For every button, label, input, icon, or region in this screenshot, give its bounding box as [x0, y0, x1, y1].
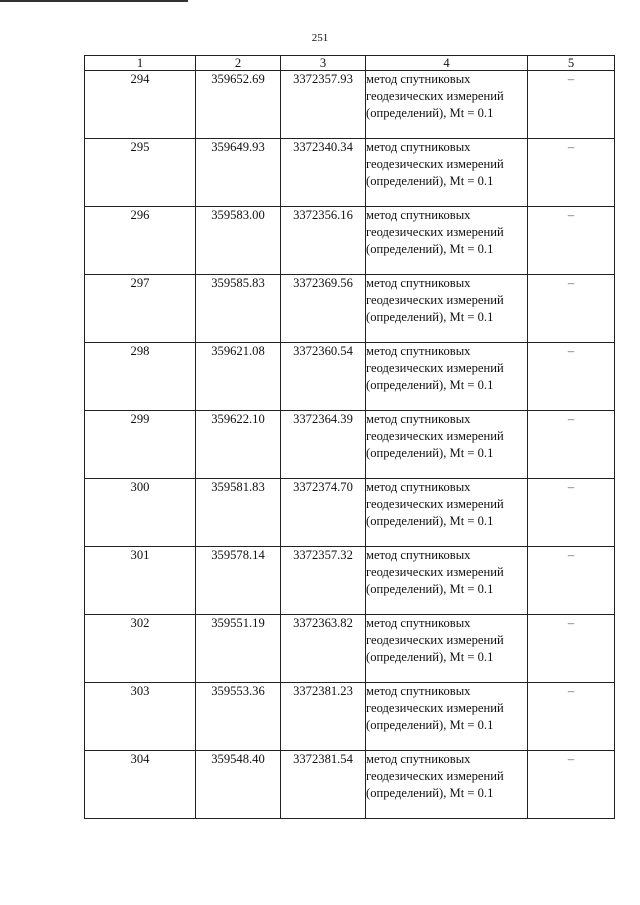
- y-coordinate: 3372364.39: [281, 411, 366, 479]
- note-dash: –: [528, 207, 615, 275]
- note-dash: –: [528, 139, 615, 207]
- table-row: [85, 275, 615, 343]
- note-dash: –: [528, 411, 615, 479]
- x-coordinate: 359649.93: [196, 139, 281, 207]
- header-col-4: 4: [366, 56, 528, 71]
- point-number: 301: [85, 547, 196, 615]
- x-coordinate: 359553.36: [196, 683, 281, 751]
- point-number: 300: [85, 479, 196, 547]
- point-number: 294: [85, 71, 196, 139]
- coordinates-table: [84, 55, 615, 819]
- measurement-method: метод спутниковых геодезических измерений (определений), Mt = 0.1: [366, 139, 528, 207]
- y-coordinate: 3372369.56: [281, 275, 366, 343]
- note-dash: –: [528, 343, 615, 411]
- x-coordinate: 359578.14: [196, 547, 281, 615]
- table-row: [85, 411, 615, 479]
- header-col-1: 1: [85, 56, 196, 71]
- measurement-method: метод спутниковых геодезических измерений (определений), Mt = 0.1: [366, 207, 528, 275]
- point-number: 303: [85, 683, 196, 751]
- point-number: 304: [85, 751, 196, 819]
- table-row: [85, 207, 615, 275]
- measurement-method: метод спутниковых геодезических измерений (определений), Mt = 0.1: [366, 479, 528, 547]
- x-coordinate: 359622.10: [196, 411, 281, 479]
- x-coordinate: 359581.83: [196, 479, 281, 547]
- page-number: 251: [311, 32, 329, 44]
- point-number: 296: [85, 207, 196, 275]
- point-number: 298: [85, 343, 196, 411]
- measurement-method: метод спутниковых геодезических измерений (определений), Mt = 0.1: [366, 343, 528, 411]
- measurement-method: метод спутниковых геодезических измерений (определений), Mt = 0.1: [366, 615, 528, 683]
- y-coordinate: 3372374.70: [281, 479, 366, 547]
- note-dash: –: [528, 683, 615, 751]
- table-row: [85, 547, 615, 615]
- note-dash: –: [528, 547, 615, 615]
- y-coordinate: 3372340.34: [281, 139, 366, 207]
- measurement-method: метод спутниковых геодезических измерений (определений), Mt = 0.1: [366, 275, 528, 343]
- measurement-method: метод спутниковых геодезических измерений (определений), Mt = 0.1: [366, 411, 528, 479]
- note-dash: –: [528, 479, 615, 547]
- y-coordinate: 3372357.32: [281, 547, 366, 615]
- note-dash: –: [528, 751, 615, 819]
- table-row: [85, 615, 615, 683]
- x-coordinate: 359652.69: [196, 71, 281, 139]
- y-coordinate: 3372381.54: [281, 751, 366, 819]
- point-number: 295: [85, 139, 196, 207]
- x-coordinate: 359548.40: [196, 751, 281, 819]
- y-coordinate: 3372357.93: [281, 71, 366, 139]
- corner-rule: [0, 0, 188, 2]
- x-coordinate: 359583.00: [196, 207, 281, 275]
- measurement-method: метод спутниковых геодезических измерений (определений), Mt = 0.1: [366, 71, 528, 139]
- table-row: [85, 71, 615, 139]
- x-coordinate: 359585.83: [196, 275, 281, 343]
- y-coordinate: 3372363.82: [281, 615, 366, 683]
- table-row: [85, 751, 615, 819]
- table-row: [85, 683, 615, 751]
- point-number: 299: [85, 411, 196, 479]
- measurement-method: метод спутниковых геодезических измерений (определений), Mt = 0.1: [366, 751, 528, 819]
- note-dash: –: [528, 275, 615, 343]
- header-col-3: 3: [281, 56, 366, 71]
- header-col-5: 5: [528, 56, 615, 71]
- y-coordinate: 3372356.16: [281, 207, 366, 275]
- header-row: [85, 56, 615, 71]
- point-number: 297: [85, 275, 196, 343]
- x-coordinate: 359621.08: [196, 343, 281, 411]
- table-row: [85, 479, 615, 547]
- y-coordinate: 3372360.54: [281, 343, 366, 411]
- point-number: 302: [85, 615, 196, 683]
- table-header: [85, 56, 615, 71]
- x-coordinate: 359551.19: [196, 615, 281, 683]
- measurement-method: метод спутниковых геодезических измерений (определений), Mt = 0.1: [366, 547, 528, 615]
- table-row: [85, 139, 615, 207]
- table-row: [85, 343, 615, 411]
- y-coordinate: 3372381.23: [281, 683, 366, 751]
- header-col-2: 2: [196, 56, 281, 71]
- measurement-method: метод спутниковых геодезических измерений (определений), Mt = 0.1: [366, 683, 528, 751]
- note-dash: –: [528, 71, 615, 139]
- table-body: [85, 71, 615, 819]
- note-dash: –: [528, 615, 615, 683]
